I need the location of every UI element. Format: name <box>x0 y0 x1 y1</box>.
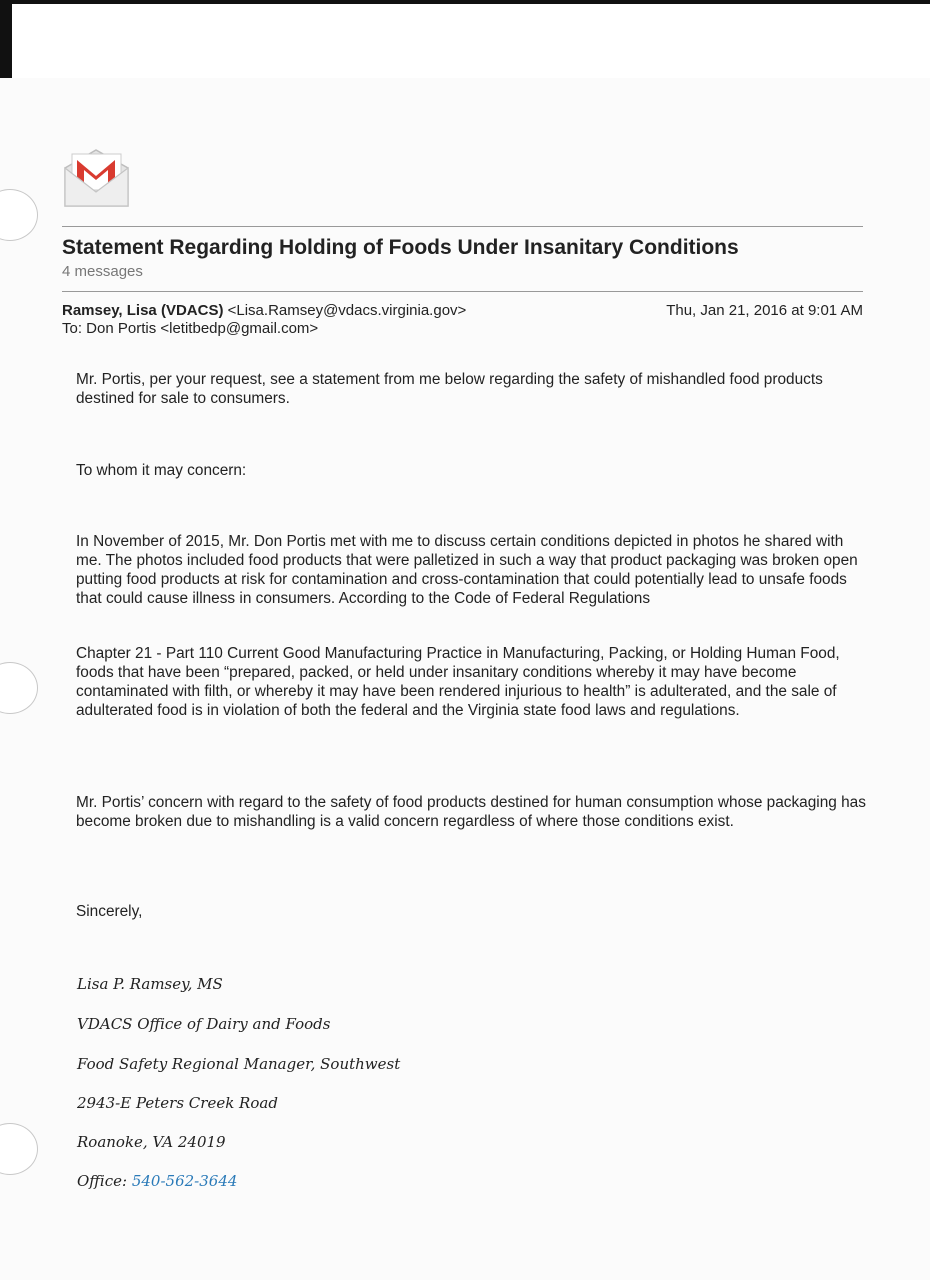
punch-hole-middle <box>0 662 38 714</box>
signature-phone-line <box>77 1172 237 1190</box>
signature-city: Roanoke, VA 24019 <box>77 1133 226 1151</box>
sender-line <box>62 302 466 319</box>
signature-name: Lisa P. Ramsey, MS <box>77 975 223 993</box>
body-intro: Mr. Portis, per your request, see a statement from me below regarding the safety of mishandled food products destined for sale to consumers. <box>76 371 823 407</box>
header-divider-bottom <box>62 291 863 292</box>
recipient-line: To: Don Portis <letitbedp@gmail.com> <box>62 320 319 337</box>
punch-hole-bottom <box>0 1123 38 1175</box>
phone-link[interactable]: 540-562-3644 <box>131 1172 238 1190</box>
gmail-envelope-icon <box>63 146 130 208</box>
header-divider-top <box>62 226 863 227</box>
signature-address: 2943-E Peters Creek Road <box>77 1094 278 1112</box>
sender-name: Ramsey, Lisa (VDACS) <box>62 302 224 319</box>
body-paragraph-2: Chapter 21 - Part 110 Current Good Manufacturing Practice in Manufacturing, Packing, or Holding Human Food, foods that have been “prepared, packed, or held under insanitary conditions whereby it may have become contaminated with filth, or whereby it may have been rendered injurious to health” is adulterated, and the sale of adulterated food is in violation of both the federal and the Virginia state food laws and regulations. <box>76 645 840 719</box>
scan-corner <box>0 0 12 78</box>
body-greeting: To whom it may concern: <box>76 462 247 479</box>
email-subject: Statement Regarding Holding of Foods Under Insanitary Conditions <box>62 236 739 259</box>
signature-title: Food Safety Regional Manager, Southwest <box>77 1055 401 1073</box>
sender-email: <Lisa.Ramsey@vdacs.virginia.gov> <box>227 302 467 319</box>
scan-top-margin <box>0 0 930 78</box>
body-paragraph-3: Mr. Portis’ concern with regard to the safety of food products destined for human consumption whose packaging has become broken due to mishandling is a valid concern regardless of where those conditions exist. <box>76 794 866 830</box>
email-date: Thu, Jan 21, 2016 at 9:01 AM <box>666 302 863 319</box>
punch-hole-top <box>0 189 38 241</box>
body-closing: Sincerely, <box>76 903 143 920</box>
body-paragraph-1: In November of 2015, Mr. Don Portis met with me to discuss certain conditions depicted in photos he shared with me. The photos included food products that were palletized in such a way that product packaging was broken open putting food products at risk for contamination and cross-contamination that could potentially lead to unsafe foods that could cause illness in consumers. According to the Code of Federal Regulations <box>76 533 858 607</box>
signature-office: VDACS Office of Dairy and Foods <box>77 1015 331 1033</box>
scan-edge <box>0 0 930 4</box>
phone-label: Office: <box>77 1172 132 1190</box>
message-count: 4 messages <box>62 263 143 280</box>
